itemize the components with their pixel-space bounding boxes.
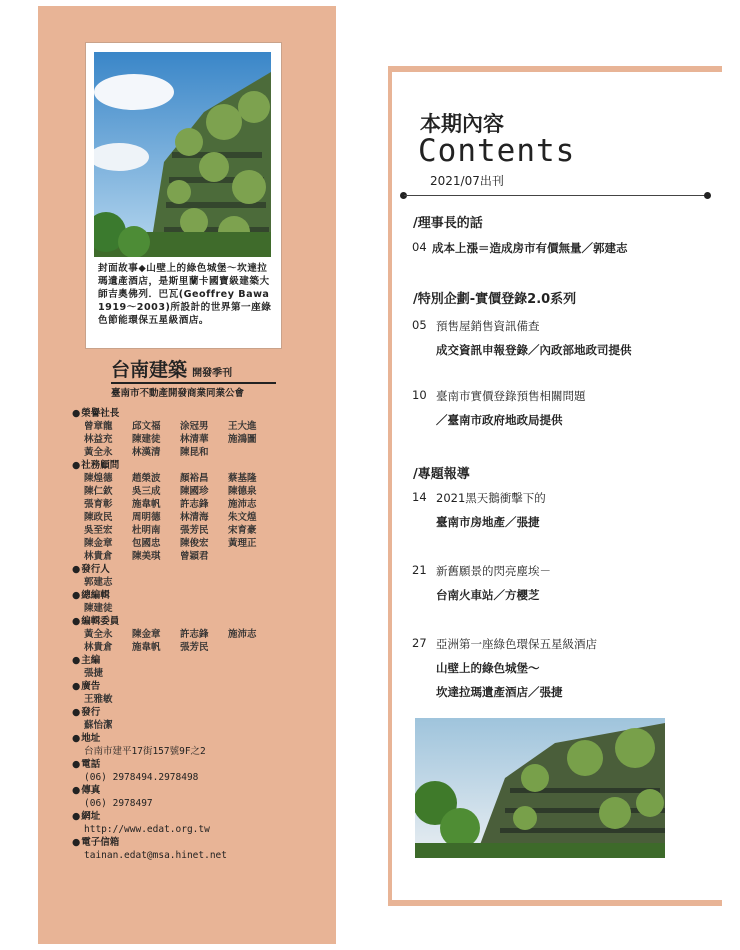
staff-section-label: ● 榮譽社長 — [72, 407, 322, 420]
staff-name: 王雅敏 — [84, 694, 113, 705]
staff-name: 黃理正 — [228, 538, 257, 549]
staff-name: 周明德 — [132, 512, 161, 523]
staff-names — [72, 602, 322, 615]
staff-names — [72, 628, 322, 654]
staff-section-label: ● 地址 — [72, 732, 322, 745]
staff-name: 涂冠男 — [180, 421, 209, 432]
staff-contact-value: http://www.edat.org.tw — [84, 824, 210, 835]
staff-name: 張育彰 — [84, 499, 113, 510]
staff-name: 王大進 — [228, 421, 257, 432]
staff-name: 郭建志 — [84, 577, 113, 588]
staff-names — [72, 719, 322, 732]
staff-name: 林貴倉 — [84, 551, 113, 562]
staff-name: 施韋帆 — [132, 499, 161, 510]
staff-name: 曾穎君 — [180, 551, 209, 562]
staff-name: 朱文煌 — [228, 512, 257, 523]
cover-caption: 封面故事◆山壁上的綠色城堡～坎達拉瑪遺產酒店，是斯里蘭卡國寶級建築大師吉奧佛列．巴瓦(Geoffrey Bawa 1919～2003)所設計的世界第一座綠色節能環保五星級酒店。 — [98, 263, 272, 326]
toc-item-line[interactable]: 坎達拉瑪遺產酒店／張捷 — [436, 685, 563, 699]
toc-item-line[interactable]: 新舊願景的閃亮塵埃－ — [436, 564, 551, 578]
staff-name: 陳俊宏 — [180, 538, 209, 549]
staff-names — [72, 472, 322, 563]
toc-item-line[interactable]: 臺南市實價登錄預售相關問題 — [436, 389, 586, 403]
staff-section-label: ● 總編輯 — [72, 589, 322, 602]
staff-name: 陳美琪 — [132, 551, 161, 562]
toc-title-en: Contents — [418, 133, 576, 169]
toc-item-line[interactable]: ／臺南市政府地政局提供 — [436, 413, 563, 427]
staff-name: 陳建徒 — [132, 434, 161, 445]
staff-name: 包國忠 — [132, 538, 161, 549]
staff-name: 陳金章 — [132, 629, 161, 640]
staff-name: 趙榮波 — [132, 473, 161, 484]
staff-names — [72, 420, 322, 459]
staff-name: 宋育豪 — [228, 525, 257, 536]
issue-date: 2021/07出刊 — [430, 174, 504, 188]
staff-list — [72, 407, 322, 862]
rule-dot-right — [704, 192, 711, 199]
staff-name: 林清海 — [180, 512, 209, 523]
masthead-subtitle: 開發季刊 — [192, 368, 233, 379]
staff-name: 林清華 — [180, 434, 209, 445]
staff-name: 林漢清 — [132, 447, 161, 458]
staff-section-label: ● 社務顧問 — [72, 459, 322, 472]
staff-section-label: ● 傳真 — [72, 784, 322, 797]
toc-item-line[interactable]: 預售屋銷售資訊備查 — [436, 319, 540, 333]
staff-name: 陳建徒 — [84, 603, 113, 614]
staff-name: 吳至宏 — [84, 525, 113, 536]
staff-contact-value: tainan.edat@msa.hinet.net — [84, 850, 227, 861]
toc-rule — [404, 195, 708, 196]
masthead — [111, 355, 311, 399]
staff-name: 陳政民 — [84, 512, 113, 523]
staff-name: 顏裕昌 — [180, 473, 209, 484]
staff-name: 陳仁欽 — [84, 486, 113, 497]
toc-page-number: 10 — [412, 388, 427, 402]
staff-name: 林貴倉 — [84, 642, 113, 653]
staff-name: 陳煌德 — [84, 473, 113, 484]
staff-name: 吳三成 — [132, 486, 161, 497]
staff-name: 林益充 — [84, 434, 113, 445]
staff-name: 張芳民 — [180, 525, 209, 536]
staff-name: 杜明南 — [132, 525, 161, 536]
staff-name: 張芳民 — [180, 642, 209, 653]
toc-item-line[interactable]: 成本上漲＝造成房市有價無量／郭建志 — [432, 241, 628, 255]
toc-section-head: /特別企劃-實價登錄2.0系列 — [413, 292, 577, 307]
staff-names — [72, 667, 322, 680]
staff-contact-value: (06) 2978494.2978498 — [84, 772, 199, 783]
staff-section-label: ● 主編 — [72, 654, 322, 667]
staff-name: 陳德泉 — [228, 486, 257, 497]
staff-name: 黃全永 — [84, 447, 113, 458]
toc-page-number: 14 — [412, 490, 427, 504]
staff-name: 蘇怡潔 — [84, 720, 113, 731]
staff-name: 許志鋒 — [180, 499, 209, 510]
staff-name: 黃全永 — [84, 629, 113, 640]
staff-section-label: ● 電話 — [72, 758, 322, 771]
staff-name: 陳金章 — [84, 538, 113, 549]
toc-page-number: 27 — [412, 636, 427, 650]
masthead-title: 台南建築 — [111, 359, 188, 381]
toc-page-number: 21 — [412, 563, 427, 577]
hotel-photo — [415, 718, 665, 858]
toc-item-line[interactable]: 亞洲第一座綠色環保五星級酒店 — [436, 637, 597, 651]
staff-contact-value: (06) 2978497 — [84, 798, 153, 809]
staff-contact-value: 台南市建平17街157號9F之2 — [84, 746, 206, 757]
toc-section-head: /專題報導 — [413, 467, 470, 482]
toc-item-line[interactable]: 成交資訊申報登錄／內政部地政司提供 — [436, 343, 632, 357]
staff-section-label: ● 電子信箱 — [72, 836, 322, 849]
staff-section-label: ● 廣告 — [72, 680, 322, 693]
staff-name: 施沛志 — [228, 629, 257, 640]
toc-page-number: 04 — [412, 240, 427, 254]
toc-section-head: /理事長的話 — [413, 216, 483, 231]
staff-name: 曾章龍 — [84, 421, 113, 432]
staff-name: 許志鋒 — [180, 629, 209, 640]
staff-name: 張捷 — [84, 668, 104, 679]
staff-section-label: ● 網址 — [72, 810, 322, 823]
toc-page-number: 05 — [412, 318, 427, 332]
staff-section-label: ● 發行人 — [72, 563, 322, 576]
toc-item-line[interactable]: 台南火車站／方櫻芝 — [436, 588, 540, 602]
staff-section-label: ● 編輯委員 — [72, 615, 322, 628]
staff-name: 邱文福 — [132, 421, 161, 432]
toc-title: 本期內容 — [420, 112, 504, 136]
staff-name: 施鴻圖 — [228, 434, 257, 445]
staff-section-label: ● 發行 — [72, 706, 322, 719]
staff-name: 施沛志 — [228, 499, 257, 510]
staff-name: 陳國珍 — [180, 486, 209, 497]
toc-item-line[interactable]: 山壁上的綠色城堡～ — [436, 661, 540, 675]
masthead-association: 臺南市不動產開發商業同業公會 — [111, 388, 245, 399]
staff-names — [72, 576, 322, 589]
staff-name: 陳昆和 — [180, 447, 209, 458]
staff-name: 蔡基隆 — [228, 473, 257, 484]
staff-name: 施韋帆 — [132, 642, 161, 653]
staff-names — [72, 693, 322, 706]
toc-item-line[interactable]: 臺南市房地產／張捷 — [436, 515, 540, 529]
toc-item-line[interactable]: 2021黑天鵝衝擊下的 — [436, 491, 546, 505]
cover-photo — [94, 52, 271, 257]
masthead-rule — [111, 382, 276, 384]
